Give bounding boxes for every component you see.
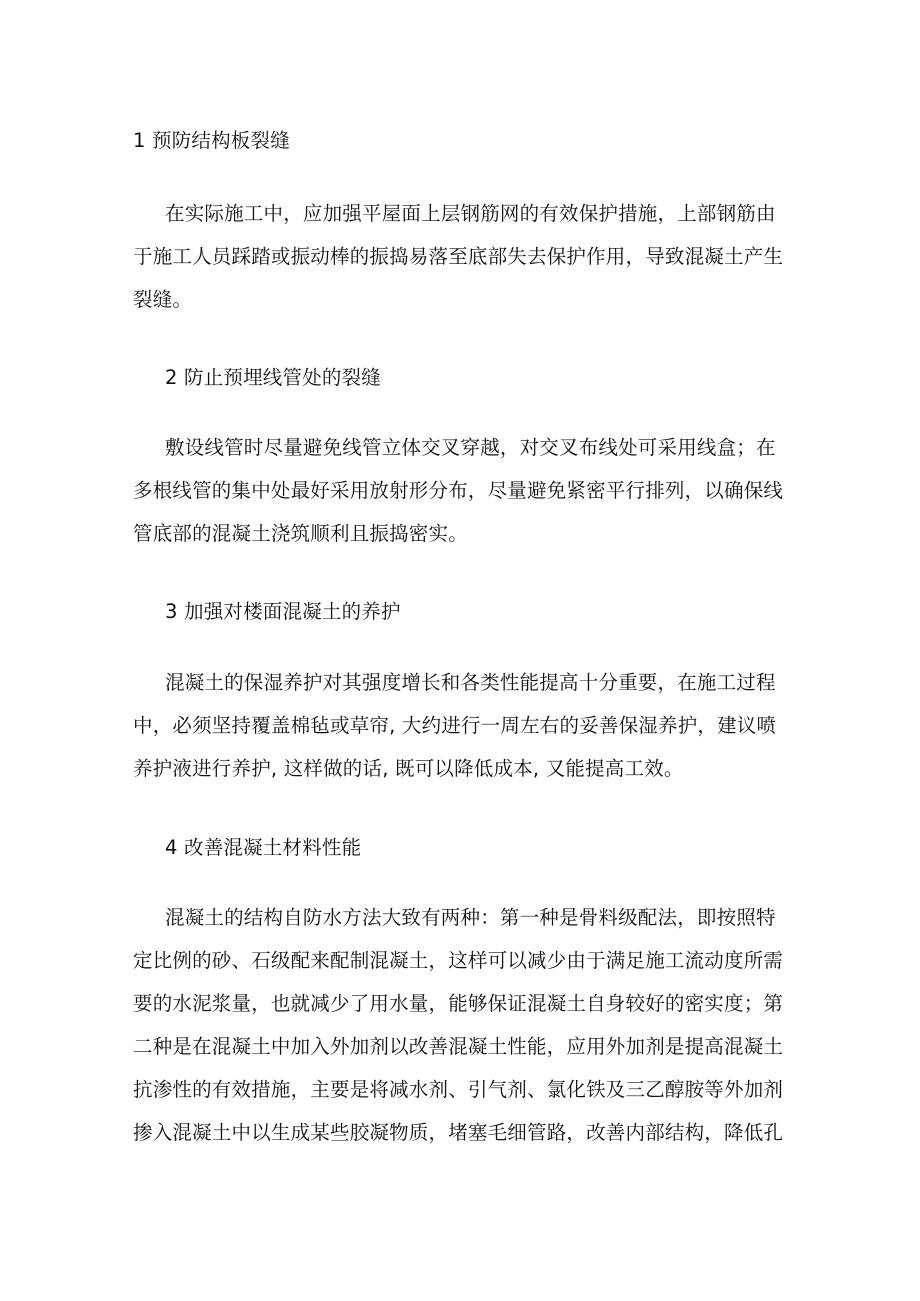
section-heading-2: 2 防止预埋线管处的裂缝 (165, 366, 382, 389)
section-heading-1: 1 预防结构板裂缝 (133, 129, 290, 152)
section-paragraph-2: 敷设线管时尽量避免线管立体交叉穿越，对交叉布线处可采用线盒；在多根线管的集中处最好采用放射形分布，尽量避免紧密平行排列，以确保线管底部的混凝土浇筑顺利且振捣密实。 (133, 436, 784, 545)
section-paragraph-1: 在实际施工中，应加强平屋面上层钢筋网的有效保护措施，上部钢筋由于施工人员踩踏或振动棒的振捣易落至底部失去保护作用，导致混凝土产生裂缝。 (133, 202, 784, 311)
section-heading-4: 4 改善混凝土材料性能 (165, 836, 362, 859)
section-paragraph-3: 混凝土的保湿养护对其强度增长和各类性能提高十分重要，在施工过程中，必须坚持覆盖棉毡或草帘, 大约进行一周左右的妥善保湿养护，建议喷养护液进行养护, 这样做的话, 既可以降低成本, 又能提高工效。 (133, 671, 777, 780)
section-heading-3: 3 加强对楼面混凝土的养护 (165, 600, 401, 623)
section-paragraph-4: 混凝土的结构自防水方法大致有两种：第一种是骨料级配法，即按照特定比例的砂、石级配来配制混凝土，这样可以减少由于满足施工流动度所需要的水泥浆量，也就减少了用水量，能够保证混凝土自身较好的密实度；第二种是在混凝土中加入外加剂以改善混凝土性能，应用外加剂是提高混凝土抗渗性的有效措施，主要是将减水剂、引气剂、氯化铁及三乙醇胺等外加剂掺入混凝土中以生成某些胶凝物质，堵塞毛细管路，改善内部结构，降低孔 (133, 906, 784, 1144)
